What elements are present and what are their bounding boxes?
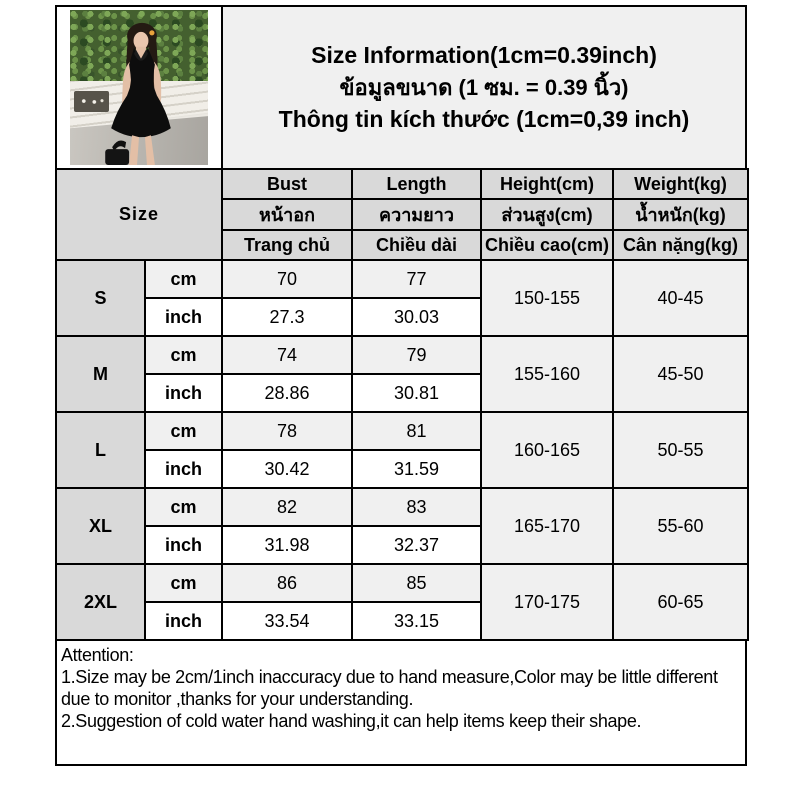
size-label-cell: M [56,336,145,412]
bust-cm-cell: 82 [222,488,352,526]
size-info-title-en: Size Information(1cm=0.39inch) [311,42,657,68]
length-cm-cell: 77 [352,260,481,298]
length-inch-cell: 32.37 [352,526,481,564]
height-range-cell: 150-155 [481,260,613,336]
unit-label-inch-cell: inch [145,374,222,412]
col-header-bust-en: Bust [222,169,352,199]
size-table [55,168,749,641]
unit-label-inch-cell: inch [145,450,222,488]
length-inch-cell: 30.03 [352,298,481,336]
height-range-cell: 165-170 [481,488,613,564]
size-row-2xl-cm [56,564,748,602]
col-header-weight-vi: Cân nặng(kg) [613,230,748,260]
size-row-s-cm [56,260,748,298]
bust-inch-cell: 30.42 [222,450,352,488]
product-photo [70,10,208,165]
col-header-height-en: Height(cm) [481,169,613,199]
col-header-length-vi: Chiều dài [352,230,481,260]
bust-cm-cell: 70 [222,260,352,298]
header-band [55,5,747,170]
unit-label-inch-cell: inch [145,602,222,640]
unit-label-inch-cell: inch [145,298,222,336]
col-header-bust-vi: Trang chủ [222,230,352,260]
unit-label-cm-cell: cm [145,488,222,526]
height-range-cell: 155-160 [481,336,613,412]
size-row-m-cm [56,336,748,374]
size-info-title-vi: Thông tin kích thước (1cm=0,39 inch) [278,106,690,132]
length-cm-cell: 83 [352,488,481,526]
size-label-cell: S [56,260,145,336]
size-label-cell: L [56,412,145,488]
length-cm-cell: 81 [352,412,481,450]
col-header-height-vi: Chiều cao(cm) [481,230,613,260]
col-header-height-th: ส่วนสูง(cm) [481,199,613,230]
size-row-l-cm [56,412,748,450]
unit-label-cm-cell: cm [145,564,222,602]
col-header-bust-th: หน้าอก [222,199,352,230]
length-cm-cell: 79 [352,336,481,374]
col-header-length-th: ความยาว [352,199,481,230]
size-label-cell: XL [56,488,145,564]
height-range-cell: 160-165 [481,412,613,488]
unit-label-inch-cell: inch [145,526,222,564]
bust-cm-cell: 86 [222,564,352,602]
weight-range-cell: 45-50 [613,336,748,412]
weight-range-cell: 55-60 [613,488,748,564]
attention-note-2: 2.Suggestion of cold water hand washing,it can help items keep their shape. [61,711,642,731]
bust-inch-cell: 28.86 [222,374,352,412]
length-inch-cell: 31.59 [352,450,481,488]
size-row-xl-cm [56,488,748,526]
bust-inch-cell: 31.98 [222,526,352,564]
weight-range-cell: 60-65 [613,564,748,640]
col-header-weight-th: น้ำหนัก(kg) [613,199,748,230]
bust-inch-cell: 27.3 [222,298,352,336]
size-info-title-th: ข้อมูลขนาด (1 ซม. = 0.39 นิ้ว) [339,75,629,100]
product-photo-cell [57,7,223,168]
bust-cm-cell: 78 [222,412,352,450]
attention-box [55,639,747,766]
length-inch-cell: 30.81 [352,374,481,412]
bust-cm-cell: 74 [222,336,352,374]
length-inch-cell: 33.15 [352,602,481,640]
size-chart-content [55,5,747,766]
size-header-cell: Size [56,169,222,260]
weight-range-cell: 40-45 [613,260,748,336]
length-cm-cell: 85 [352,564,481,602]
col-header-weight-en: Weight(kg) [613,169,748,199]
bust-inch-cell: 33.54 [222,602,352,640]
unit-label-cm-cell: cm [145,412,222,450]
attention-heading: Attention: [61,645,134,665]
unit-label-cm-cell: cm [145,260,222,298]
col-header-length-en: Length [352,169,481,199]
unit-label-cm-cell: cm [145,336,222,374]
size-info-title-block [223,7,745,168]
model-figure-graphic [70,10,208,165]
size-label-cell: 2XL [56,564,145,640]
attention-note-1: 1.Size may be 2cm/1inch inaccuracy due to hand measure,Color may be little different due to monitor ,thanks for your understanding. [61,667,718,709]
height-range-cell: 170-175 [481,564,613,640]
weight-range-cell: 50-55 [613,412,748,488]
